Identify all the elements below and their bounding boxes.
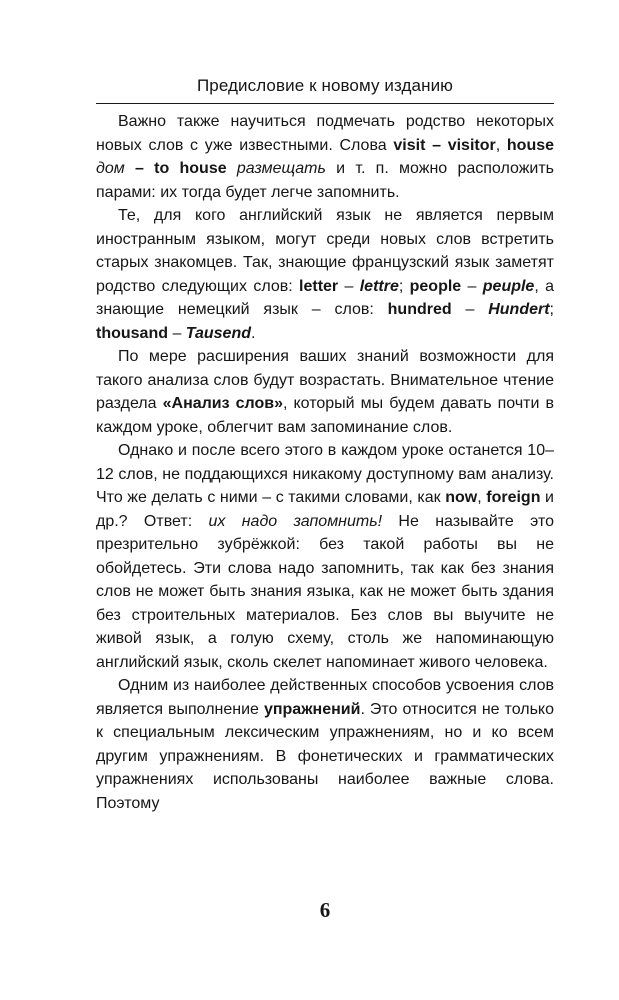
- text-run: –: [338, 277, 360, 295]
- text-run: Tausend: [185, 324, 251, 342]
- paragraph: [96, 110, 554, 204]
- running-title: Предисловие к новому изданию: [196, 76, 454, 95]
- text-run: По мере расширения ваших знаний возможности для такого анализа слов будут возрастать. Внимательное чтение раздела: [96, 348, 554, 412]
- text-run: размещать: [236, 160, 326, 177]
- text-run: , который мы будем давать почти в каждом уроке, облегчит вам запоминание слов.: [96, 395, 554, 436]
- text-run: «Анализ слов»: [162, 395, 283, 412]
- text-run: Hundert: [488, 301, 550, 318]
- text-run: ;: [549, 301, 554, 318]
- text-run: ,: [477, 489, 487, 506]
- text-run: Те, для кого английский язык не является первым иностранным языком, могут среди новых слов встретить старых знакомцев. Так, знающие французский язык заметят родство следующих слов:: [96, 207, 554, 295]
- text-run: peuple: [482, 277, 535, 295]
- text-run: people: [409, 277, 462, 295]
- text-run: упражнений: [263, 700, 361, 718]
- text-run: [227, 160, 237, 177]
- text-run: now: [445, 489, 478, 506]
- text-run: ,: [495, 136, 507, 154]
- text-run: letter: [299, 277, 339, 295]
- text-run: – to house: [124, 160, 227, 177]
- text-run: и т. п. можно расположить парами: их тогда будет легче запомнить.: [96, 160, 554, 201]
- text-run: –: [451, 301, 489, 318]
- paragraph: [96, 345, 554, 439]
- text-run: дом: [96, 160, 125, 177]
- body-text: [96, 110, 554, 815]
- text-run: Не называйте это презрительно зубрёжкой: без такой работы вы не обойдетесь. Эти слова надо запомнить, так как без знания слов не может быть знания языка, как не может быть здания без строительных материалов. Без слов вы выучите не живой язык, а голую схему, столь же напоминающую английский язык, сколь скелет напоминает живого человека.: [96, 512, 555, 671]
- paragraph: [96, 439, 554, 674]
- paragraph: [96, 204, 554, 345]
- text-run: и др.? Ответ:: [96, 489, 554, 530]
- text-run: –: [168, 324, 186, 342]
- text-run: Однако и после всего этого в каждом уроке останется 10–12 слов, не поддающихся никакому доступному вам анализу. Что же делать с ними – с такими словами, как: [96, 442, 554, 506]
- text-run: hundred: [387, 301, 452, 318]
- text-run: .: [251, 324, 256, 342]
- text-run: –: [461, 277, 483, 295]
- text-run: Одним из наиболее действенных способов усвоения слов является выполнение: [96, 677, 554, 718]
- text-run: . Это относится не только к специальным лексическим упражнениям, но и ко всем другим упражнениям. В фонетических и грамматических упражнениях использованы наиболее важные слова. Поэтому: [96, 700, 554, 812]
- text-run: lettre: [359, 277, 399, 295]
- text-run: ;: [398, 277, 410, 295]
- text-run: house: [506, 136, 555, 154]
- text-run: thousand: [96, 324, 168, 342]
- header-rule: [96, 103, 554, 104]
- page-number: 6: [319, 898, 331, 922]
- text-run: visit – visitor: [393, 136, 496, 154]
- text-run: их надо запомнить!: [208, 512, 383, 530]
- text-run: Важно также научиться подмечать родство некоторых новых слов с уже известными. Слова: [96, 113, 554, 154]
- paragraph: [96, 674, 554, 815]
- text-run: , а знающие немецкий язык – слов:: [96, 277, 555, 318]
- text-run: foreign: [486, 489, 541, 506]
